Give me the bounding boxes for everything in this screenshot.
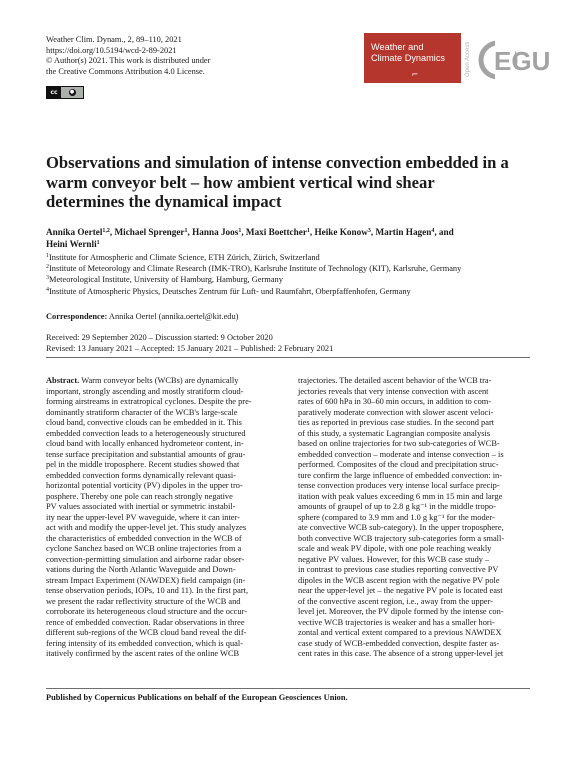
egu-logo-icon xyxy=(478,40,551,80)
abstract-line: rates of 600 hPa in 30–60 min occurs, in addition to com- xyxy=(298,397,492,406)
abstract-line: amounts of graupel of up to 2.8 g kg⁻¹ in the middle tropo- xyxy=(298,502,496,511)
affiliation-item: $^2$Institute of Meteorology and Climate Research (IMK-TRO), Karlsruhe Institute of Technology (KIT), Karlsruhe, Germany xyxy=(46,264,462,274)
by-attribution-icon: ● xyxy=(69,89,75,95)
citation-block xyxy=(46,35,316,77)
abstract-line: stream Impact Experiment (NAWDEX) field campaign (in- xyxy=(46,575,246,585)
doi-link[interactable]: https://doi.org/10.5194/wcd-2-89-2021 xyxy=(46,45,177,55)
paper-title: Observations and simulation of intense convection embedded in a warm conveyor belt – how ambient vertical wind shear determines the dynamical impact xyxy=(46,153,509,211)
abstract-line: cloud band, convective clouds can be embedded in it. This xyxy=(46,418,242,427)
abstract-line: near the upper-level jet – the negative PV pole is located east xyxy=(298,586,503,595)
abstract-line: sphere (compared to 3.9 mm and 1.0 g kg⁻¹ for the moder- xyxy=(298,512,495,522)
abstract-label: Abstract. xyxy=(46,376,80,385)
abstract-line: tense surface precipitation and substantial amounts of grau- xyxy=(46,449,246,459)
abstract-line: cent rates in this case. The absence of a strong upper-level jet xyxy=(298,649,504,658)
abstract-line: PV values associated with inertial or symmetric instabil- xyxy=(46,502,236,511)
cc-icon: cc xyxy=(47,87,61,98)
affiliation-item: $^4$Institute of Atmospheric Physics, Deutsches Zentrum für Luft- und Raumfahrt, Oberpfaffenhofen, Germany xyxy=(46,286,411,296)
author-name: Annika Oertel xyxy=(46,227,103,237)
correspondence-email[interactable]: Annika Oertel (annika.oertel@kit.edu) xyxy=(107,312,239,321)
abstract-line: the characteristics of embedded convection in the WCB of xyxy=(46,533,242,543)
abstract-line: both convective WCB trajectory sub-categories form a small- xyxy=(298,533,505,543)
abstract-line: important, strongly ascending and mostly stratiform cloud- xyxy=(46,386,244,396)
abstract-line: rence of embedded convection. Radar observations in three xyxy=(46,617,245,627)
abstract-right-column xyxy=(298,376,530,660)
abstract-line: ties as reported in previous case studies. In the second part xyxy=(298,418,495,427)
affiliations xyxy=(46,252,536,297)
affiliation-item: $^1$Institute for Atmospheric and Climate Science, ETH Zürich, Zürich, Switzerland xyxy=(46,253,320,262)
abstract-line: zontal and vertical extent compared to a previous NAWDEX xyxy=(298,628,502,637)
journal-name-line2: Climate Dynamics xyxy=(371,53,446,63)
author-name: Heini Wernli xyxy=(46,238,97,249)
open-access-label: Open Access xyxy=(465,41,471,77)
abstract-line: jectories reveals that very intense convection with ascent xyxy=(298,386,489,396)
cursor-icon: ⌐ xyxy=(411,70,419,79)
abstract-line: dominantly stratiform character of the WCB's large-scale xyxy=(46,407,238,417)
abstract-line: we present the radar reflectivity structure of the WCB and xyxy=(46,596,241,606)
abstract-line: itation with peak values exceeding 6 mm in 15 min and large xyxy=(298,491,503,501)
abstract-line: tense convection produces very intense local surface precip- xyxy=(298,481,500,490)
abstract-line: based on online trajectories for two sub-categories of WCB- xyxy=(298,439,500,448)
abstract-line: vations during the North Atlantic Waveguide and Down- xyxy=(46,565,236,574)
abstract-line: case study of WCB-embedded convection, despite faster as- xyxy=(298,638,500,648)
abstract-line: dipoles in the WCB ascent region with the negative PV pole xyxy=(298,575,500,585)
abstract-line: pel in the middle troposphere. Recent studies showed that xyxy=(46,460,240,469)
author-list: Annika Oertel$^{1,2}$, Michael Sprenger$^1$, Hanna Joos$^1$, Maxi Boettcher$^1$, Heike Konow$^3$, Martin Hagen$^4$, and Heini Wernli$^1$ xyxy=(46,227,454,249)
abstract-line: tense observation periods, IOPs, 10 and 11). In the first part, xyxy=(46,586,249,595)
abstract-line: embedded convection leads to a heterogeneously structured xyxy=(46,428,246,438)
publication-dates: Received: 29 September 2020 – Discussion started: 9 October 2020 Revised: 13 January 2021 – Accepted: 15 January 2021 – Published: 2 February 2021 xyxy=(46,333,334,354)
journal-citation: Weather Clim. Dynam., 2, 89–110, 2021 xyxy=(46,35,182,44)
correspondence-label: Correspondence: xyxy=(46,312,108,321)
abstract-line: of this study, a systematic Lagrangian composite analysis xyxy=(298,428,491,438)
cc-by-license-badge[interactable] xyxy=(46,86,84,99)
abstract-line: in contrast to previous case studies reporting convective PV xyxy=(298,565,499,574)
abstract-line: ate convective WCB sub-category). In the upper troposphere, xyxy=(298,523,504,532)
footer-divider xyxy=(46,688,530,689)
abstract-line: embedded convection – moderate and intense convection – is xyxy=(298,449,504,459)
abstract-line: scale and weak PV dipole, with one pole reaching weakly xyxy=(298,544,492,553)
copyright-line: © Author(s) 2021. This work is distributed under xyxy=(46,56,211,66)
egu-logo-text: EGU xyxy=(494,46,551,76)
correspondence xyxy=(46,311,536,322)
abstract-line: different sub-regions of the WCB cloud band reveal the dif- xyxy=(46,628,247,637)
license-line: the Creative Commons Attribution 4.0 License. xyxy=(46,66,205,76)
abstract-line: ture confirm the large influence of embedded convection: in- xyxy=(298,470,503,480)
affiliation-item: $^3$Meteorological Institute, University of Hamburg, Hamburg, Germany xyxy=(46,275,283,285)
abstract-line: act with and modify the upper-level jet. This study analyzes xyxy=(46,523,247,532)
abstract-line: Abstract. Warm conveyor belts (WCBs) are dynamically xyxy=(46,376,239,385)
abstract-line: cloud band with locally enhanced hydrometeor content, in- xyxy=(46,439,244,448)
abstract-line: fering intensity of its embedded convection, which is qual- xyxy=(46,638,243,648)
abstract-line: posphere. Thereby one pole can reach strongly negative xyxy=(46,491,233,501)
journal-name-line1: Weather and xyxy=(371,42,424,52)
abstract-line: horizontal potential vorticity (PV) dipoles in the upper tro- xyxy=(46,481,243,490)
abstract-line: cyclone Sanchez based on WCB online trajectories from a xyxy=(46,544,242,553)
abstract-line: convection-permitting simulation and airborne radar obser- xyxy=(46,554,245,564)
abstract-line: trajectories. The detailed ascent behavior of the WCB tra- xyxy=(298,376,492,385)
abstract-line: of the convective ascent region, i.e., away from the upper- xyxy=(298,596,493,606)
abstract-line: paratively moderate convection with slower ascent veloci- xyxy=(298,407,494,417)
abstract-line: performed. Composites of the cloud and precipitation struc- xyxy=(298,460,499,469)
abstract-line: level jet. Moreover, the PV dipole formed by the intense con- xyxy=(298,607,504,616)
abstract-line: embedded convection forms dynamically relevant quasi- xyxy=(46,470,236,480)
publisher-footer: Published by Copernicus Publications on behalf of the European Geosciences Union. xyxy=(46,693,348,702)
abstract-line: forming airstreams in extratropical cyclones. Despite the pre- xyxy=(46,397,252,406)
header-divider xyxy=(46,357,530,358)
abstract-line: ity near the upper-level PV waveguide, where it can inter- xyxy=(46,512,240,522)
abstract-left-column xyxy=(46,376,278,660)
journal-logo xyxy=(364,33,461,83)
abstract-line: corroborate its heterogeneous cloud structure and the occur- xyxy=(46,607,247,616)
abstract-line: negative PV values. However, for this WCB case study – xyxy=(298,554,490,564)
abstract-line: itatively confirmed by the ascent rates of the online WCB xyxy=(46,649,240,658)
abstract-line: vective WCB trajectories is weaker and has a smaller hori- xyxy=(298,617,495,627)
